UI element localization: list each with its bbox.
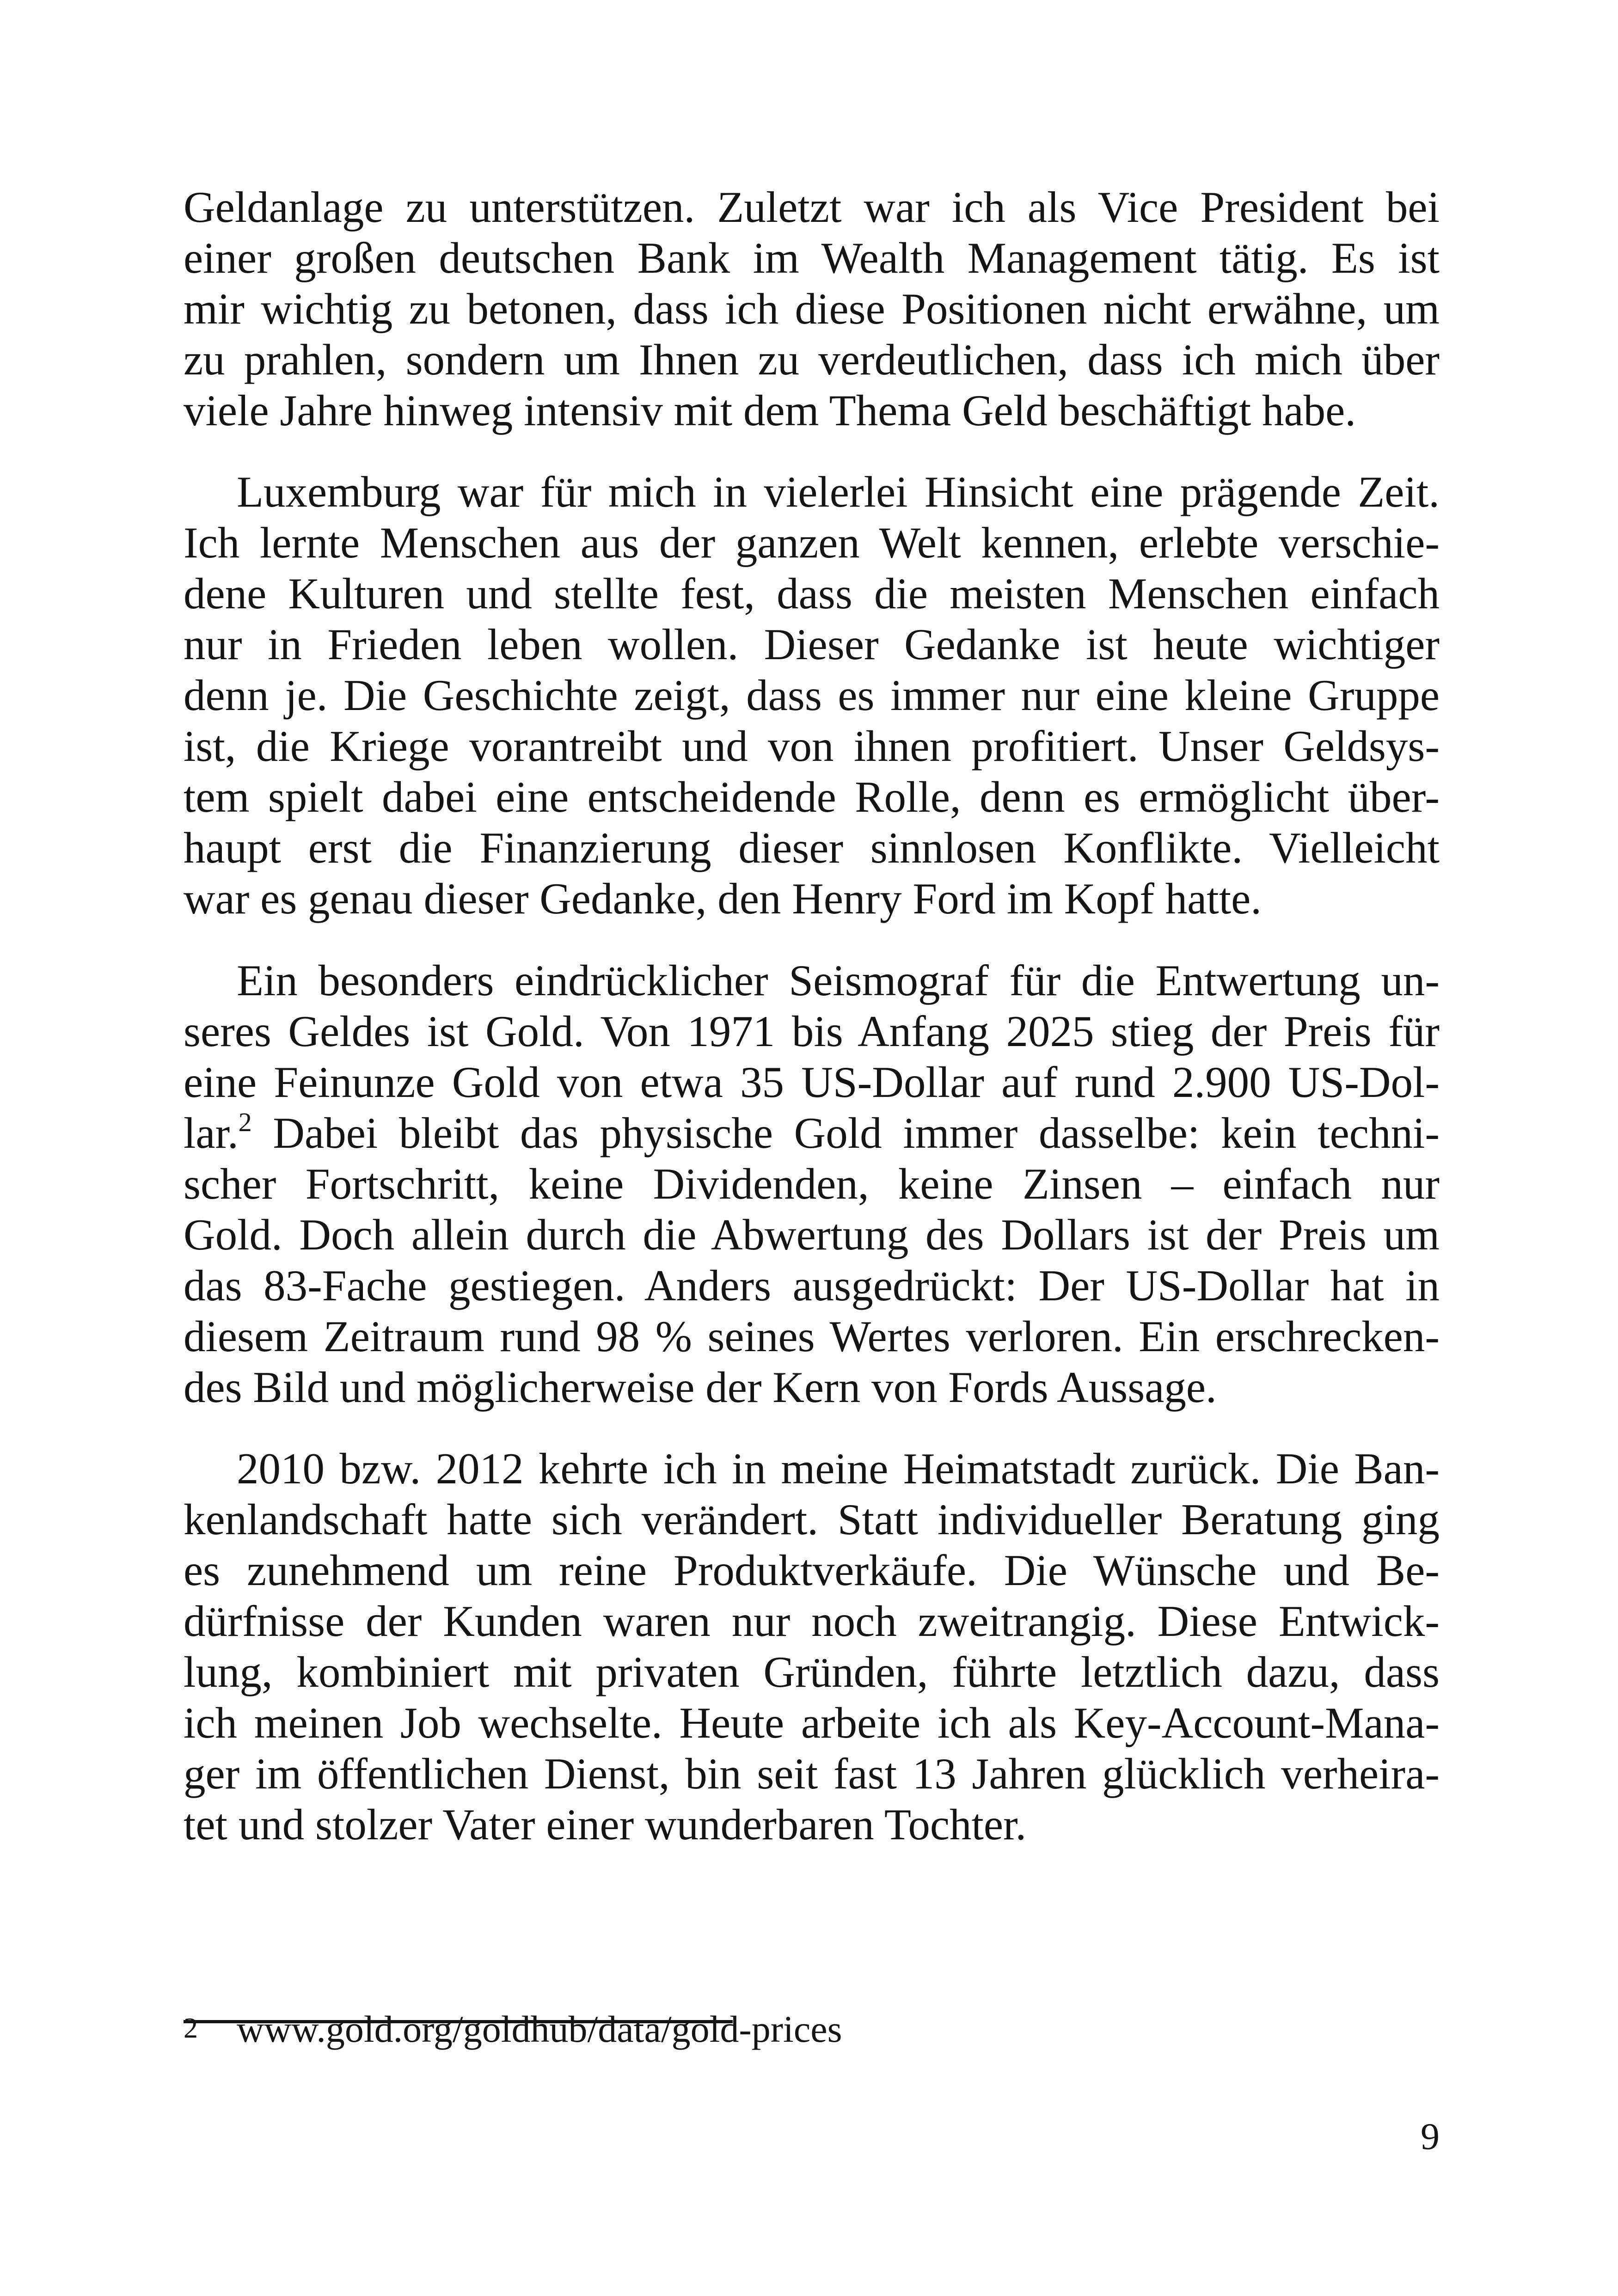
line-rest: Dabei bleibt das physische Gold immer dasselbe: kein techni- xyxy=(273,1108,1440,1157)
text-line: ist, die Kriege vorantreibt und von ihnen profitiert. Unser Geldsys- xyxy=(184,722,1440,771)
text-line: Gold. Doch allein durch die Abwertung des Dollars ist der Preis um xyxy=(184,1210,1440,1259)
line-prefix: lar. xyxy=(184,1108,239,1157)
text-line: dürfnisse der Kunden waren nur noch zweitrangig. Diese Entwick- xyxy=(184,1597,1440,1646)
text-line: war es genau dieser Gedanke, den Henry Ford im Kopf hatte. xyxy=(184,874,1262,923)
text-line: tet und stolzer Vater einer wunderbaren Tochter. xyxy=(184,1800,1027,1849)
text-line: Ein besonders eindrücklicher Seismograf für die Entwertung un- xyxy=(237,956,1440,1005)
footnote-reference: 2 xyxy=(238,1107,252,1137)
text-line: des Bild und möglicherweise der Kern von Fords Aussage. xyxy=(184,1363,1217,1412)
text-line: diesem Zeitraum rund 98 % seines Wertes verloren. Ein erschrecken- xyxy=(184,1312,1440,1361)
text-line: denn je. Die Geschichte zeigt, dass es immer nur eine kleine Gruppe xyxy=(184,671,1440,720)
text-line: zu prahlen, sondern um Ihnen zu verdeutlichen, dass ich mich über xyxy=(184,335,1440,384)
text-line: Geldanlage zu unterstützen. Zuletzt war ich als Vice President bei xyxy=(184,183,1440,232)
text-line: haupt erst die Finanzierung dieser sinnlosen Konflikte. Vielleicht xyxy=(184,823,1440,872)
text-line: das 83-Fache gestiegen. Anders ausgedrückt: Der US-Dollar hat in xyxy=(184,1261,1440,1310)
text-line: scher Fortschritt, keine Dividenden, keine Zinsen – einfach nur xyxy=(184,1159,1440,1208)
text-line: Luxemburg war für mich in vielerlei Hinsicht eine prägende Zeit. xyxy=(237,467,1440,516)
page-number: 9 xyxy=(1421,2115,1440,2157)
text-line-with-footnote xyxy=(184,1108,1440,1158)
text-line: es zunehmend um reine Produktverkäufe. Die Wünsche und Be- xyxy=(184,1546,1440,1595)
text-line: nur in Frieden leben wollen. Dieser Gedanke ist heute wichtiger xyxy=(184,620,1440,669)
footnote-text: www.gold.org/goldhub/data/gold-prices xyxy=(237,2008,842,2050)
text-line: kenlandschaft hatte sich verändert. Statt individueller Beratung ging xyxy=(184,1495,1440,1544)
text-line: mir wichtig zu betonen, dass ich diese Positionen nicht erwähne, um xyxy=(184,284,1440,333)
text-line: tem spielt dabei eine entscheidende Rolle, denn es ermöglicht über- xyxy=(184,772,1440,821)
text-line: viele Jahre hinweg intensiv mit dem Thema Geld beschäftigt habe. xyxy=(184,386,1356,435)
text-line: ger im öffentlichen Dienst, bin seit fast 13 Jahren glücklich verheira- xyxy=(184,1749,1440,1798)
footnote-number: 2 xyxy=(184,2013,198,2044)
text-line: eine Feinunze Gold von etwa 35 US-Dollar auf rund 2.900 US-Dol- xyxy=(184,1058,1440,1107)
text-line: ich meinen Job wechselte. Heute arbeite ich als Key-Account-Mana- xyxy=(184,1698,1440,1747)
text-line: Ich lernte Menschen aus der ganzen Welt kennen, erlebte verschie- xyxy=(184,518,1440,567)
text-line: 2010 bzw. 2012 kehrte ich in meine Heimatstadt zurück. Die Ban- xyxy=(237,1444,1440,1493)
text-line: dene Kulturen und stellte fest, dass die meisten Menschen einfach xyxy=(184,569,1440,618)
text-line: seres Geldes ist Gold. Von 1971 bis Anfang 2025 stieg der Preis für xyxy=(184,1007,1440,1056)
text-line: lung, kombiniert mit privaten Gründen, führte letztlich dazu, dass xyxy=(184,1647,1440,1696)
text-line: einer großen deutschen Bank im Wealth Management tätig. Es ist xyxy=(184,233,1440,282)
